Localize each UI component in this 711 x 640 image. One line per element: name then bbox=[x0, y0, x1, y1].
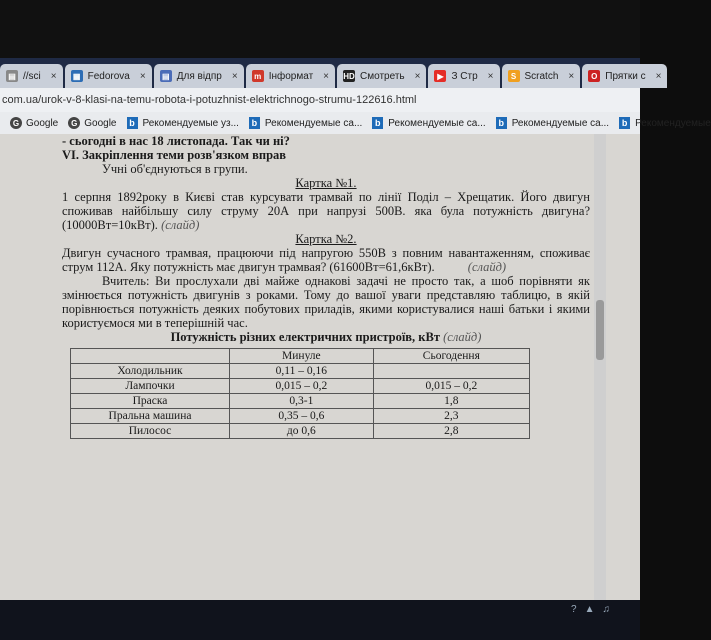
browser-tab[interactable] bbox=[337, 64, 426, 88]
os-taskbar bbox=[0, 600, 640, 640]
table-row bbox=[71, 379, 530, 394]
network-icon[interactable]: ▲ bbox=[584, 604, 595, 615]
browser-tab[interactable] bbox=[65, 64, 152, 88]
close-icon[interactable]: × bbox=[139, 70, 146, 82]
browser-tab[interactable] bbox=[246, 64, 335, 88]
m-icon: m bbox=[252, 70, 264, 82]
browser-tab-strip bbox=[0, 58, 662, 88]
bing-icon: b bbox=[619, 117, 630, 129]
card1-text: 1 серпня 1892року в Києві став курсувати трамвай по лінії Поділ – Хрещатик. Його двигун споживав найбільшу силу струму 20А при напрузі 500В. яка була потужність двигуна? (10000Вт=10кВт). bbox=[62, 190, 590, 232]
bing-icon: b bbox=[249, 117, 260, 129]
tab-label: Інформат bbox=[268, 70, 314, 82]
card1-paragraph bbox=[62, 190, 590, 232]
tab-label: Прятки с bbox=[605, 70, 646, 82]
bookmark-label: Google bbox=[84, 117, 117, 129]
google-icon: G bbox=[68, 117, 80, 129]
bookmark-label: Рекомендуемые са... bbox=[511, 117, 610, 129]
bookmark-item[interactable] bbox=[249, 117, 362, 129]
close-icon[interactable]: × bbox=[655, 70, 662, 82]
browser-tab[interactable] bbox=[582, 64, 667, 88]
table-row bbox=[71, 424, 530, 439]
slide-ref-3: (слайд) bbox=[443, 330, 482, 344]
bookmark-item[interactable] bbox=[68, 117, 116, 129]
table-row bbox=[71, 409, 530, 424]
table-cell: 0,11 – 0,16 bbox=[230, 364, 374, 379]
slide-ref-1: (слайд) bbox=[161, 218, 200, 232]
power-table bbox=[70, 348, 530, 439]
vertical-scrollbar[interactable] bbox=[594, 134, 606, 604]
youtube-icon: ▶ bbox=[434, 70, 446, 82]
card2-title: Картка №2. bbox=[295, 232, 357, 246]
tab-label: Fedorova bbox=[87, 70, 130, 82]
bookmark-item[interactable] bbox=[619, 117, 711, 129]
bing-icon: b bbox=[372, 117, 383, 129]
tab-label: //sci bbox=[23, 70, 41, 82]
address-bar[interactable] bbox=[0, 88, 640, 113]
table-cell: до 0,6 bbox=[230, 424, 374, 439]
table-cell: 2,8 bbox=[373, 424, 529, 439]
table-header-cell: Сьогодення bbox=[373, 349, 529, 364]
bookmark-label: Рекомендуемые bbox=[635, 117, 711, 129]
table-row bbox=[71, 394, 530, 409]
opera-icon: O bbox=[588, 70, 600, 82]
question-line: - сьогодні в нас 18 листопада. Так чи ні? bbox=[62, 134, 290, 148]
help-icon[interactable]: ? bbox=[571, 604, 577, 615]
bookmark-item[interactable] bbox=[127, 117, 239, 129]
bookmark-label: Рекомендуемые уз... bbox=[142, 117, 239, 129]
table-cell bbox=[373, 364, 529, 379]
close-icon[interactable]: × bbox=[323, 70, 330, 82]
groups-text: Учні об'єднуються в групи. bbox=[102, 162, 248, 176]
card2-text: Двигун сучасного трамвая, працюючи під напругою 550В з повним навантаженням, споживає струм 112А. Яку потужність має двигун трамвая? (61600Вт=61,6кВт). bbox=[62, 246, 590, 274]
url-text[interactable]: com.ua/urok-v-8-klasi-na-temu-robota-i-potuzhnist-elektrichnogo-strumu-122616.html bbox=[2, 94, 417, 106]
doc-icon: ▤ bbox=[160, 70, 172, 82]
table-cell: 0,015 – 0,2 bbox=[230, 379, 374, 394]
bookmark-item[interactable] bbox=[372, 117, 485, 129]
table-header-cell bbox=[71, 349, 230, 364]
close-icon[interactable]: × bbox=[568, 70, 575, 82]
scratch-icon: S bbox=[508, 70, 520, 82]
card2-paragraph bbox=[62, 246, 590, 274]
section-heading: VI. Закріплення теми розв'язком вправ bbox=[62, 148, 287, 162]
bing-icon: b bbox=[496, 117, 507, 129]
bookmark-label: Рекомендуемые са... bbox=[388, 117, 486, 129]
browser-tab[interactable] bbox=[0, 64, 63, 88]
table-cell: Пральна машина bbox=[71, 409, 230, 424]
table-title-line bbox=[62, 330, 590, 344]
table-row bbox=[71, 364, 530, 379]
bookmark-item[interactable] bbox=[496, 117, 609, 129]
bookmarks-bar bbox=[0, 112, 711, 135]
teacher-paragraph: Вчитель: Ви прослухали дві майже однакові задачі не просто так, а шоб порівняти як змінюється потужність двигунів з роками. Тому до вашої уваги представляю таблицю, в якій порівнюється потужність деяких побутових приладів, якими користувалися наші батьки і якими користуємося ми в теперішній час. bbox=[62, 274, 590, 330]
browser-tab[interactable] bbox=[502, 64, 581, 88]
bookmark-item[interactable] bbox=[10, 117, 58, 129]
table-cell: 0,35 – 0,6 bbox=[230, 409, 374, 424]
table-cell: 2,3 bbox=[373, 409, 529, 424]
table-cell: 1,8 bbox=[373, 394, 529, 409]
close-icon[interactable]: × bbox=[414, 70, 421, 82]
tab-label: З Стр bbox=[451, 70, 478, 82]
doc-icon: ▤ bbox=[6, 70, 18, 82]
browser-tab[interactable] bbox=[428, 64, 499, 88]
table-header-cell: Минуле bbox=[230, 349, 374, 364]
hd-icon: HD bbox=[343, 71, 355, 81]
site-icon: ▦ bbox=[71, 70, 83, 82]
card1-title: Картка №1. bbox=[295, 176, 357, 190]
close-icon[interactable]: × bbox=[231, 70, 238, 82]
volume-icon[interactable]: ♫ bbox=[602, 604, 610, 615]
bookmark-label: Google bbox=[26, 117, 59, 129]
page-content bbox=[0, 134, 640, 604]
table-cell: Лампочки bbox=[71, 379, 230, 394]
scrollbar-thumb[interactable] bbox=[596, 300, 604, 360]
browser-tab[interactable] bbox=[154, 64, 244, 88]
photo-bezel bbox=[0, 0, 640, 60]
bing-icon: b bbox=[127, 117, 138, 129]
tab-label: Для відпр bbox=[176, 70, 222, 82]
table-title: Потужність різних електричних пристроїв, кВт bbox=[170, 330, 440, 344]
table-cell: Пилосос bbox=[71, 424, 230, 439]
table-cell: Холодильник bbox=[71, 364, 230, 379]
table-cell: 0,015 – 0,2 bbox=[373, 379, 529, 394]
bookmark-label: Рекомендуемые са... bbox=[264, 117, 363, 129]
tab-label: Scratch bbox=[524, 70, 559, 82]
table-header-row bbox=[71, 349, 530, 364]
google-icon: G bbox=[10, 117, 22, 129]
table-cell: 0,3-1 bbox=[230, 394, 374, 409]
lesson-document bbox=[62, 134, 590, 439]
close-icon[interactable]: × bbox=[487, 70, 494, 82]
slide-ref-2: (слайд) bbox=[467, 260, 507, 274]
close-icon[interactable]: × bbox=[50, 70, 57, 82]
tab-label: Смотреть bbox=[360, 70, 405, 82]
table-cell: Праска bbox=[71, 394, 230, 409]
system-tray bbox=[571, 604, 610, 615]
